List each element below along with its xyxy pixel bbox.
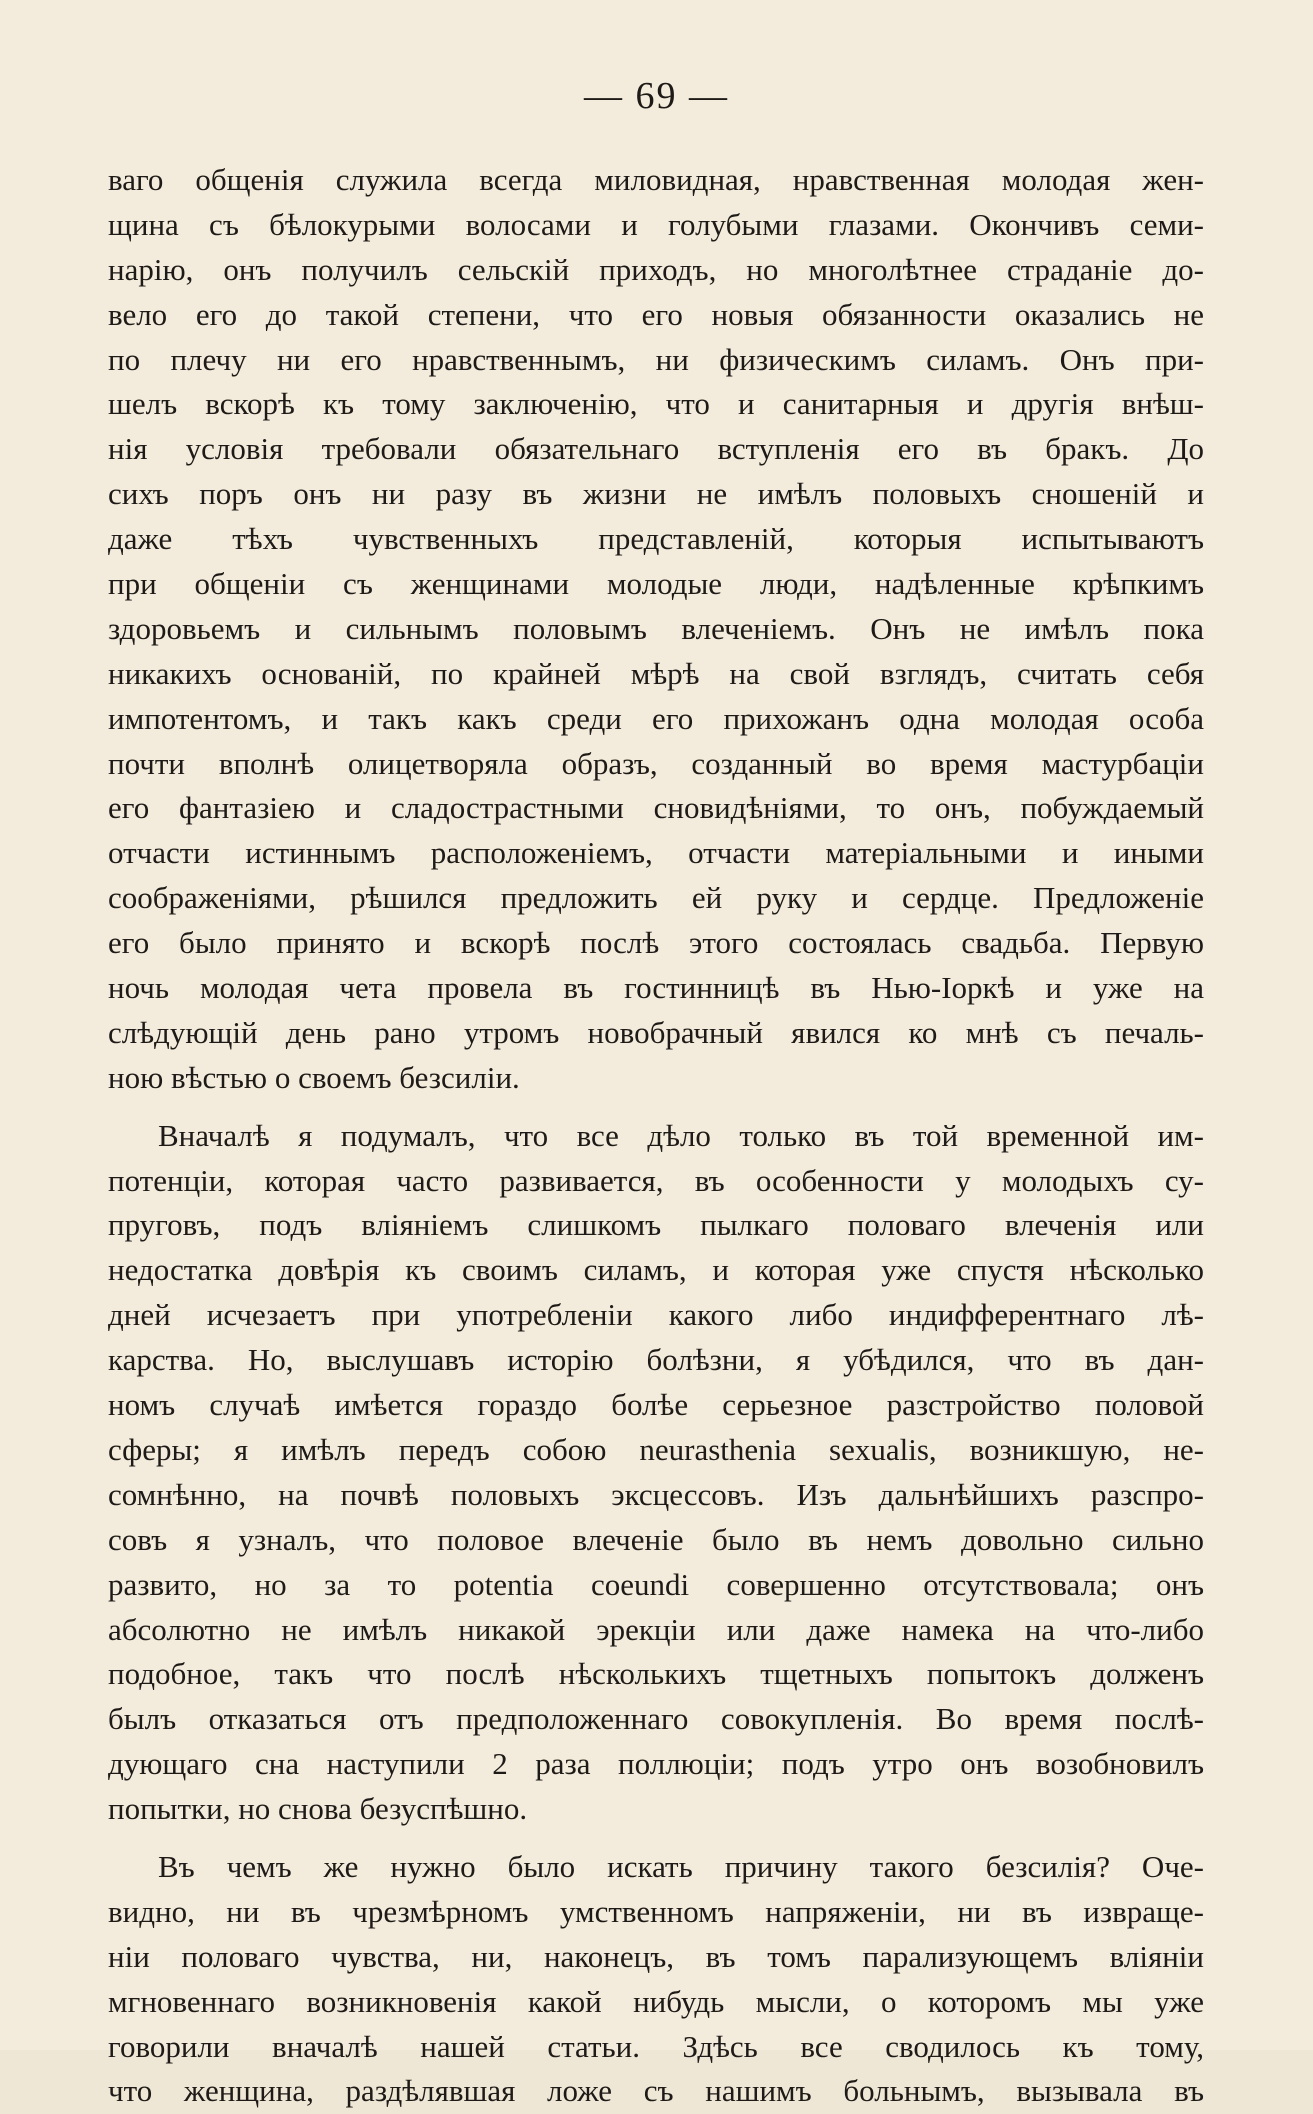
text-line: былъ отказаться отъ предположеннаго совокупленія. Во время послѣ-	[108, 1701, 1204, 1737]
text-line: номъ случаѣ имѣется гораздо болѣе серьезное разстройство половой	[108, 1387, 1204, 1423]
text-line: недостатка довѣрія къ своимъ силамъ, и которая уже спустя нѣсколько	[108, 1252, 1204, 1288]
text-line: говорили вначалѣ нашей статьи. Здѣсь все сводилось къ тому,	[108, 2028, 1204, 2064]
text-line: ваго общенія служила всегда миловидная, нравственная молодая жен-	[108, 162, 1204, 197]
text-line: развито, но за то potentia coeundi совершенно отсутствовала; онъ	[108, 1566, 1204, 1602]
text-line: карства. Но, выслушавъ исторію болѣзни, я убѣдился, что въ дан-	[108, 1342, 1204, 1378]
text-line: пруговъ, подъ вліяніемъ слишкомъ пылкаго половаго влеченія или	[108, 1207, 1204, 1243]
paragraph-2	[108, 1114, 1204, 1832]
text-line: совъ я узналъ, что половое влеченіе было въ немъ довольно сильно	[108, 1521, 1204, 1557]
text-line: ночь молодая чета провела въ гостинницѣ въ Нью-Іоркѣ и уже на	[108, 970, 1204, 1006]
text-line: потенціи, которая часто развивается, въ особенности у молодыхъ су-	[108, 1162, 1204, 1198]
text-line: нарію, онъ получилъ сельскій приходъ, но многолѣтнее страданіе до-	[108, 251, 1204, 287]
text-line: никакихъ основаній, по крайней мѣрѣ на свой взглядъ, считать себя	[108, 655, 1204, 691]
paragraph-3	[108, 1845, 1204, 2114]
text-line: Вначалѣ я подумалъ, что все дѣло только въ той временной им-	[158, 1117, 1204, 1153]
text-line: при общеніи съ женщинами молодые люди, надѣленные крѣпкимъ	[108, 566, 1204, 602]
text-line: абсолютно не имѣлъ никакой эрекціи или даже намека на что-либо	[108, 1611, 1204, 1647]
text-line: дующаго сна наступили 2 раза поллюціи; подъ утро онъ возобновилъ	[108, 1746, 1204, 1782]
text-line: Въ чемъ же нужно было искать причину такого безсилія? Оче-	[158, 1848, 1204, 1884]
text-line: дней исчезаетъ при употребленіи какого либо индифферентнаго лѣ-	[108, 1297, 1204, 1333]
text-line: почти вполнѣ олицетворяла образъ, созданный во время мастурбаціи	[108, 745, 1204, 781]
text-line: отчасти истиннымъ расположеніемъ, отчасти матеріальными и иными	[108, 835, 1204, 871]
text-line: шелъ вскорѣ къ тому заключенію, что и санитарныя и другія внѣш-	[108, 386, 1204, 422]
text-line: его фантазіею и сладострастными сновидѣніями, то онъ, побуждаемый	[108, 790, 1204, 826]
paragraph-1	[108, 158, 1204, 1101]
text-line: вело его до такой степени, что его новыя обязанности оказались не	[108, 296, 1204, 332]
text-line: здоровьемъ и сильнымъ половымъ влеченіемъ. Онъ не имѣлъ пока	[108, 610, 1204, 646]
text-line: ною вѣстью о своемъ безсиліи.	[108, 1059, 520, 1095]
page-number: — 69 —	[584, 75, 729, 117]
text-line: по плечу ни его нравственнымъ, ни физическимъ силамъ. Онъ при-	[108, 341, 1204, 377]
paragraph-gap	[108, 1101, 1204, 1114]
text-line: что женщина, раздѣлявшая ложе съ нашимъ больнымъ, вызывала въ	[108, 2073, 1204, 2109]
text-line: соображеніями, рѣшился предложить ей руку и сердце. Предложеніе	[108, 880, 1204, 916]
text-line: мгновеннаго возникновенія какой нибудь мысли, о которомъ мы уже	[108, 1983, 1204, 2019]
text-line: видно, ни въ чрезмѣрномъ умственномъ напряженіи, ни въ извраще-	[108, 1893, 1204, 1929]
text-line: щина съ бѣлокурыми волосами и голубыми глазами. Окончивъ семи-	[108, 206, 1204, 242]
paragraph-gap	[108, 1832, 1204, 1845]
text-line: его было принято и вскорѣ послѣ этого состоялась свадьба. Первую	[108, 925, 1204, 961]
text-line: попытки, но снова безуспѣшно.	[108, 1791, 528, 1827]
text-line: сихъ поръ онъ ни разу въ жизни не имѣлъ половыхъ сношеній и	[108, 476, 1204, 512]
text-line: подобное, такъ что послѣ нѣсколькихъ тщетныхъ попытокъ долженъ	[108, 1656, 1204, 1692]
text-line: сферы; я имѣлъ передъ собою neurasthenia sexualis, возникшую, не-	[108, 1431, 1204, 1467]
text-line: ніи половаго чувства, ни, наконецъ, въ томъ парализующемъ вліяніи	[108, 1938, 1204, 1974]
text-line: сомнѣнно, на почвѣ половыхъ эксцессовъ. Изъ дальнѣйшихъ разспро-	[108, 1476, 1204, 1512]
text-line: импотентомъ, и такъ какъ среди его прихожанъ одна молодая особа	[108, 700, 1204, 736]
text-line: слѣдующій день рано утромъ новобрачный явился ко мнѣ съ печаль-	[108, 1014, 1204, 1050]
body-text	[108, 158, 1204, 2114]
text-line: нія условія требовали обязательнаго вступленія его въ бракъ. До	[108, 431, 1204, 467]
text-line: даже тѣхъ чувственныхъ представленій, которыя испытываютъ	[108, 521, 1204, 557]
